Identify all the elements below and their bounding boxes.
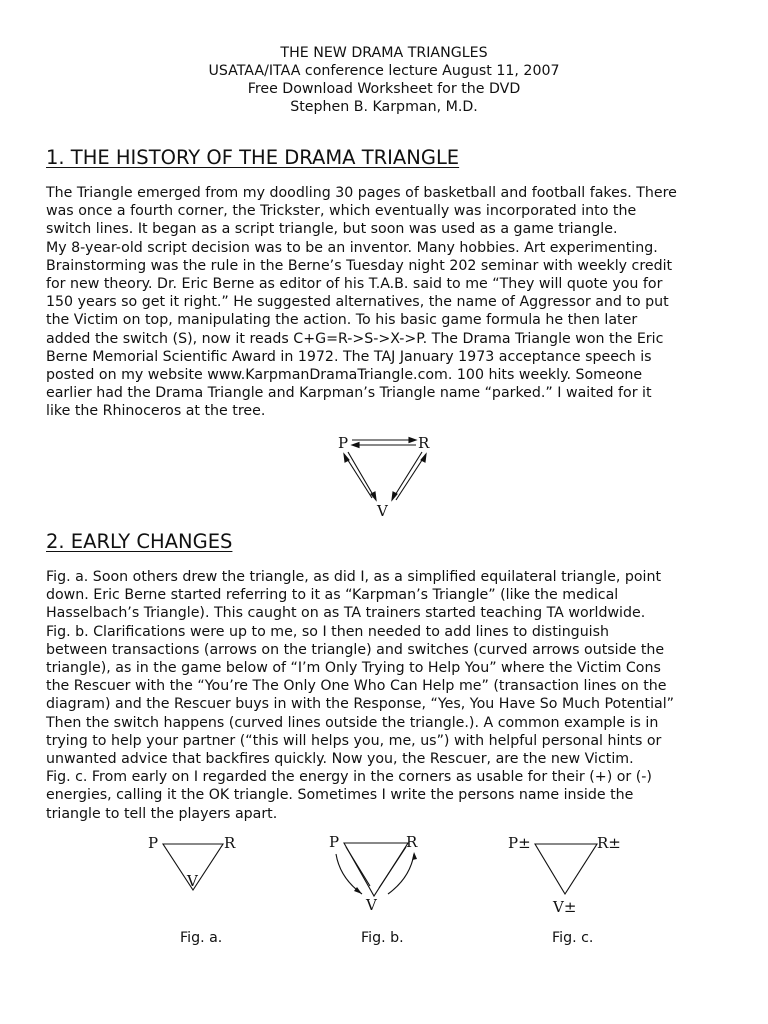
arrowhead — [409, 438, 416, 443]
header-subtitle: Free Download Worksheet for the DVD — [247, 81, 521, 97]
fig-c-label-r: R± — [597, 834, 621, 852]
text-line: earlier had the Drama Triangle and Karpman’s Triangle name “parked.” I waited for it — [46, 385, 652, 402]
arrowhead — [421, 454, 426, 462]
header-event: USATAA/ITAA conference lecture August 11, 2007 — [208, 63, 560, 79]
triangle-label-p: P — [338, 434, 349, 452]
transaction-line — [346, 847, 370, 886]
text-line: Fig. c. From early on I regarded the energy in the corners as usable for their (+) or (-) — [46, 769, 652, 786]
figure-a-vertex — [185, 868, 215, 892]
transaction-line — [396, 454, 426, 500]
header-author: Stephen B. Karpman, M.D. — [290, 99, 478, 115]
arrowhead — [352, 443, 359, 448]
fig-b-label-v: V — [366, 896, 377, 914]
text-line: triangle), as in the game below of “I’m Only Trying to Help You” where the Victim Cons — [46, 660, 661, 677]
text-line: 150 years so get it right.” He suggested alternatives, the name of Aggressor and to put — [46, 294, 669, 311]
text-line: triangle to tell the players apart. — [46, 805, 278, 822]
text-line: My 8-year-old script decision was to be an inventor. Many hobbies. Art experimenting. — [46, 239, 658, 256]
text-line: for new theory. Dr. Eric Berne as editor of his T.A.B. said to me “They will quote you for — [46, 276, 663, 293]
section1-body — [46, 184, 736, 421]
section2-body — [46, 568, 736, 823]
section2-heading: 2. EARLY CHANGES — [46, 530, 233, 553]
text-line: Then the switch happens (curved lines outside the triangle.). A common example is in — [46, 714, 659, 731]
arrowhead — [412, 852, 417, 860]
text-line: between transactions (arrows on the triangle) and switches (curved arrows outside the — [46, 641, 665, 658]
fig-b-label-p: P — [329, 833, 340, 851]
fig-c-caption: Fig. c. — [552, 930, 594, 946]
triangle-outline — [535, 844, 597, 894]
drama-triangle-diagram — [330, 432, 450, 522]
switch-curve-right — [388, 854, 414, 894]
text-line: unwanted advice that backfires quickly. Now you, the Rescuer, are the new Victim. — [46, 751, 634, 768]
text-line: Berne Memorial Scientific Award in 1972. The TAJ January 1973 acceptance speech is — [46, 348, 652, 365]
figure-c-triangle — [505, 832, 635, 916]
text-line: trying to help your partner (“this will helps you, me, us”) with helpful personal hints or — [46, 732, 662, 749]
fig-c-label-p: P± — [508, 834, 531, 852]
arrowhead — [344, 454, 349, 462]
triangle-outline — [344, 843, 408, 896]
fig-a-label-r: R — [224, 834, 236, 852]
text-line: Hasselbach’s Triangle). This caught on as TA trainers started teaching TA worldwide. — [46, 605, 646, 622]
triangle-label-r: R — [418, 434, 430, 452]
fig-a-label-v: V — [187, 872, 198, 890]
fig-a-label-p: P — [148, 834, 159, 852]
text-line: Fig. a. Soon others drew the triangle, as did I, as a simplified equilateral triangle, point — [46, 569, 662, 585]
document-header — [0, 44, 768, 116]
text-line: like the Rhinoceros at the tree. — [46, 403, 266, 420]
text-line: added the switch (S), now it reads C+G=R->S->X->P. The Drama Triangle won the Eric — [46, 330, 664, 347]
text-line: was once a fourth corner, the Trickster, which eventually was incorporated into the — [46, 203, 637, 220]
fig-c-label-v: V± — [553, 898, 577, 916]
text-line: the Victim on top, manipulating the action. To his basic game formula he then later — [46, 312, 638, 329]
text-line: diagram) and the Rescuer buys in with the Response, “Yes, You Have So Much Potential” — [46, 696, 674, 713]
transaction-line — [392, 452, 422, 500]
text-line: the Rescuer with the “You’re The Only One Who Can Help me” (transaction lines on the — [46, 678, 667, 695]
text-line: The Triangle emerged from my doodling 30 pages of basketball and football fakes. There — [46, 185, 677, 201]
text-line: switch lines. It began as a script triangle, but soon was used as a game triangle. — [46, 221, 618, 238]
transaction-line — [379, 847, 406, 888]
text-line: energies, calling it the OK triangle. Sometimes I write the persons name inside the — [46, 787, 634, 804]
transaction-line — [348, 452, 376, 500]
arrowhead — [371, 492, 376, 500]
section1-heading: 1. THE HISTORY OF THE DRAMA TRIANGLE — [46, 146, 460, 169]
switch-curve-left — [336, 854, 362, 894]
figure-b-triangle — [326, 830, 436, 914]
text-line: down. Eric Berne started referring to it as “Karpman’s Triangle” (like the medical — [46, 587, 619, 604]
fig-a-caption: Fig. a. — [180, 930, 223, 946]
header-title: THE NEW DRAMA TRIANGLES — [280, 45, 488, 61]
text-line: Brainstorming was the rule in the Berne’s Tuesday night 202 seminar with weekly credit — [46, 257, 673, 274]
fig-b-label-r: R — [406, 833, 418, 851]
triangle-label-v: V — [377, 502, 388, 520]
text-line: Fig. b. Clarifications were up to me, so I then needed to add lines to distinguish — [46, 623, 610, 640]
text-line: posted on my website www.KarpmanDramaTriangle.com. 100 hits weekly. Someone — [46, 367, 643, 384]
fig-b-caption: Fig. b. — [361, 930, 404, 946]
